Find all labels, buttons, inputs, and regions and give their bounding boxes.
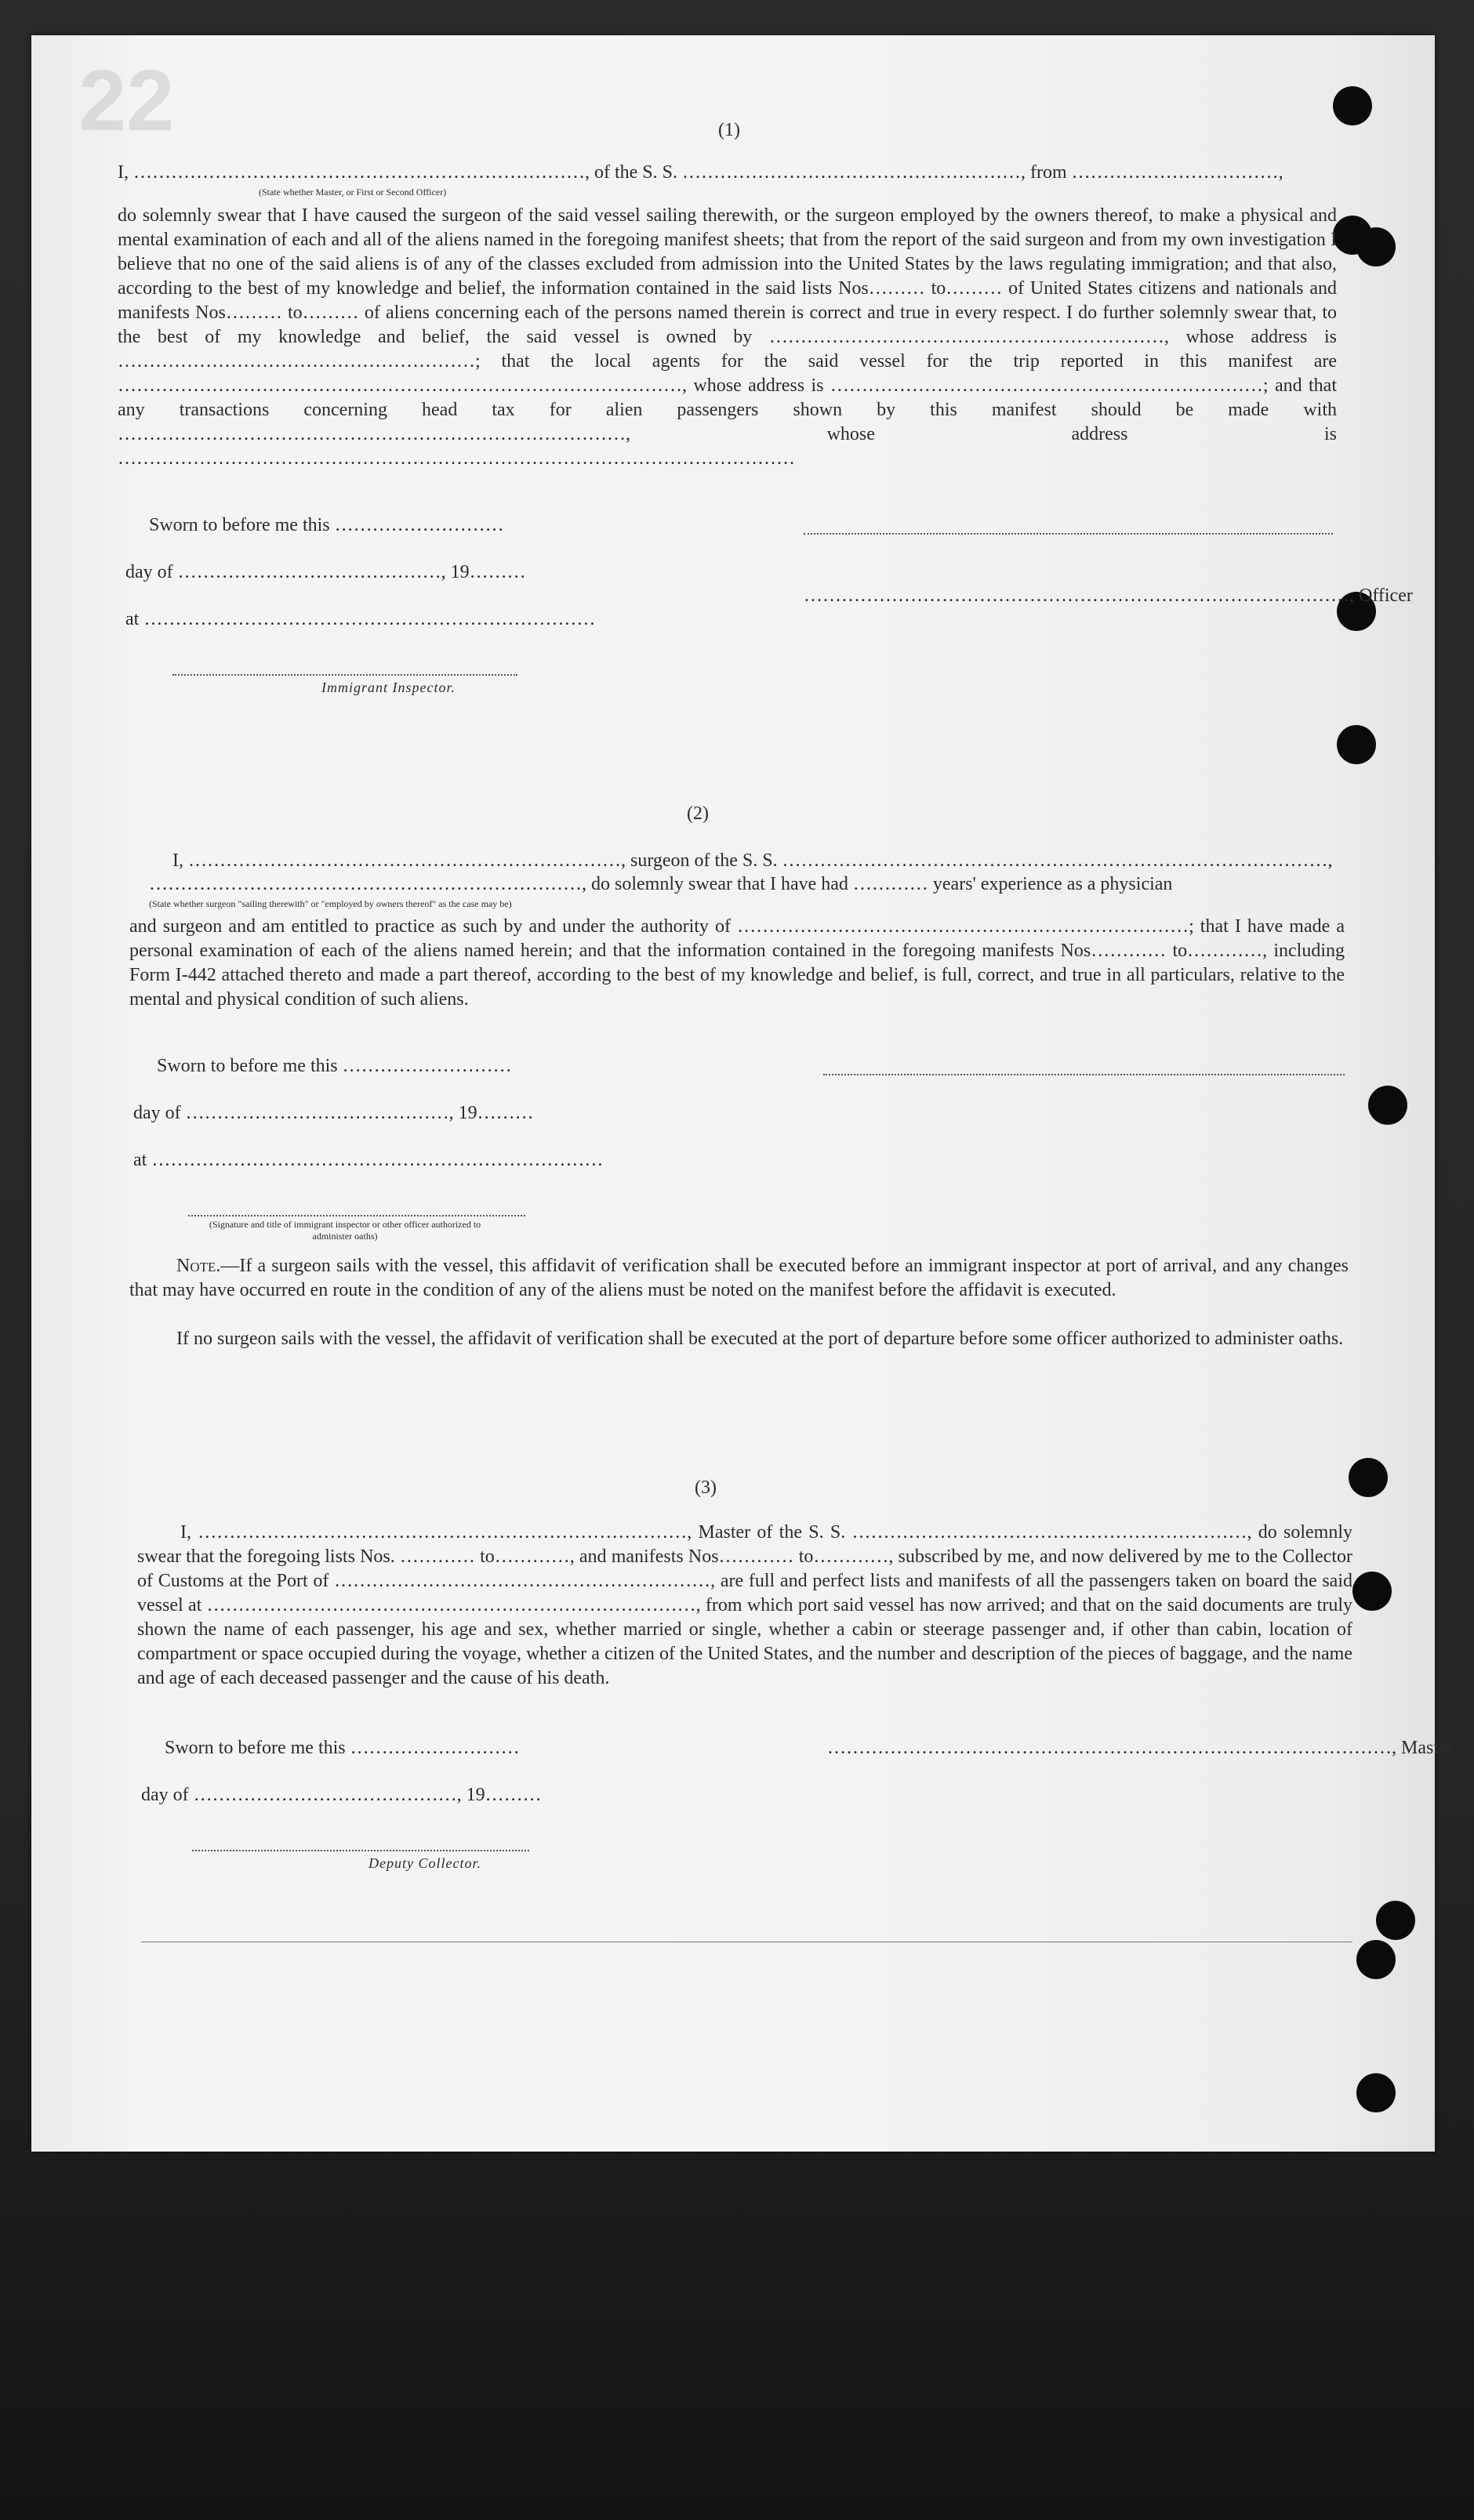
section-2-signature-caption: (Signature and title of immigrant inspector or other officer authorized to administer oaths) — [209, 1219, 481, 1242]
section-3-master: ………………………………………………………………………………, Master — [827, 1738, 1454, 1758]
section-1-inspector-line — [172, 674, 517, 676]
section-1-at: at ……………………………………………………………… — [125, 609, 596, 629]
manifest-page — [31, 35, 1454, 2152]
section-2-caption: (State whether surgeon "sailing therewith" or "employed by owners thereof" as the case may be) — [149, 898, 512, 909]
section-1-signature-line — [804, 533, 1333, 535]
punch-hole — [1333, 86, 1372, 125]
punch-hole — [1356, 2073, 1396, 2112]
section-2-note — [129, 1254, 1349, 1303]
note-label: Note. — [176, 1256, 221, 1276]
note-text-second: If no surgeon sails with the vessel, the affidavit of verification shall be executed at the port of departure before some officer authorized to administer oaths. — [176, 1329, 1344, 1349]
section-1-number: (1) — [718, 120, 740, 140]
section-3-number: (3) — [695, 1478, 717, 1498]
section-1-caption: (State whether Master, or First or Second Officer) — [259, 187, 447, 198]
section-3-text: I, ……………………………………………………………………, Master of the S. S. ………………………………………………………, do solemnly swear that the foregoing lists Nos. ………… to…………, and manifests Nos………… to…………, subscribed by me, and now delivered by me to the Collector of Customs at the Port of ……………………………………………………, are full and perfect lists and manifests of all the passengers taken on board the said vessel at ……………………………………………………………………, from which port said vessel has now arrived; and that on the said documents are truly shown the name of each passenger, his age and sex, whether married or single, whether a cabin or steerage passenger and, if other than cabin, location of compartment or space occupied during the voyage, whether a citizen of the United States, and the number and description of the pieces of baggage, and the name and age of each deceased passenger and the cause of his death. — [137, 1522, 1352, 1688]
section-1-sworn: Sworn to before me this ……………………… — [149, 515, 504, 535]
section-2-sworn: Sworn to before me this ……………………… — [157, 1056, 512, 1076]
note-text: —If a surgeon sails with the vessel, this affidavit of verification shall be executed before an immigrant inspector at port of arrival, and any changes that may have occurred en route in the condition of any of the aliens must be noted on the manifest before the affidavit is executed. — [129, 1256, 1349, 1300]
punch-hole — [1352, 1572, 1392, 1611]
section-1-day: day of ……………………………………, 19……… — [125, 562, 526, 582]
section-2-body: and surgeon and am entitled to practice as such by and under the authority of ………………………………………………………………; that I have made a personal examination of each of the aliens named herein; and that the information contained in the foregoing manifests Nos………… to…………, including Form I-442 attached thereto and made a part thereof, according to the best of my knowledge and belief, is full, correct, and true in all particulars, relative to the mental and physical condition of such aliens. — [129, 916, 1345, 1010]
section-3-collector-title: Deputy Collector. — [368, 1855, 481, 1871]
section-2-number: (2) — [687, 803, 709, 824]
punch-hole — [1349, 1458, 1388, 1497]
section-2-opening-line: I, ……………………………………………………………, surgeon of the S. S. ……………………………………………………………………………, — [172, 850, 1333, 871]
section-1-officer: ……………………………………………………………………………, Officer — [804, 586, 1413, 606]
section-1-body: do solemnly swear that I have caused the surgeon of the said vessel sailing therewith, or the surgeon employed by the owners thereof, to make a physical and mental examination of each and all of the aliens named in the foregoing manifest sheets; that from the report of the said surgeon and from my own investigation I believe that no one of the said aliens is of any of the classes excluded from admission into the United States by the laws regulating immigration; and that also, according to the best of my knowledge and belief, the information contained in the said lists Nos……… to……… of United States citizens and nationals and manifests Nos……… to……… of aliens concerning each of the persons named therein is correct and true in every respect. I do further solemnly swear that, to the best of my knowledge and belief, the said vessel is owned by ………………………………………………………, whose address is …………………………………………………; that the local agents for the said vessel for the trip reported in this manifest are ………………………………………………………………………………, whose address is ……………………………………………………………; and that any transactions concerning head tax for alien passengers shown by this manifest should be made with ………………………………………………………………………, whose address is ……………………………………………………………………………………………… — [118, 205, 1337, 469]
punch-hole — [1376, 1901, 1415, 1940]
section-2-signature-line — [823, 1074, 1345, 1075]
section-2-day: day of ……………………………………, 19……… — [133, 1103, 534, 1123]
section-3-body — [137, 1521, 1352, 1691]
punch-hole — [1356, 227, 1396, 267]
section-1-opening-line: I, ………………………………………………………………, of the S. S. ………………………………………………, from ……………………………, — [118, 162, 1283, 183]
section-3-day: day of ……………………………………, 19……… — [141, 1785, 542, 1805]
section-3-sworn: Sworn to before me this ……………………… — [165, 1738, 520, 1758]
punch-hole — [1368, 1086, 1407, 1125]
bleed-through-mark: 22 — [78, 53, 175, 149]
section-3-collector-line — [192, 1850, 529, 1851]
section-2-note-second — [129, 1327, 1349, 1351]
section-1-inspector-title: Immigrant Inspector. — [321, 680, 456, 695]
section-2-second-line: ……………………………………………………………, do solemnly swear that I have had ………… years' experience as a physician — [149, 874, 1173, 894]
punch-hole — [1356, 1940, 1396, 1979]
section-2-oath-line — [188, 1215, 525, 1216]
section-2-at: at ……………………………………………………………… — [133, 1150, 604, 1170]
punch-hole — [1337, 725, 1376, 764]
